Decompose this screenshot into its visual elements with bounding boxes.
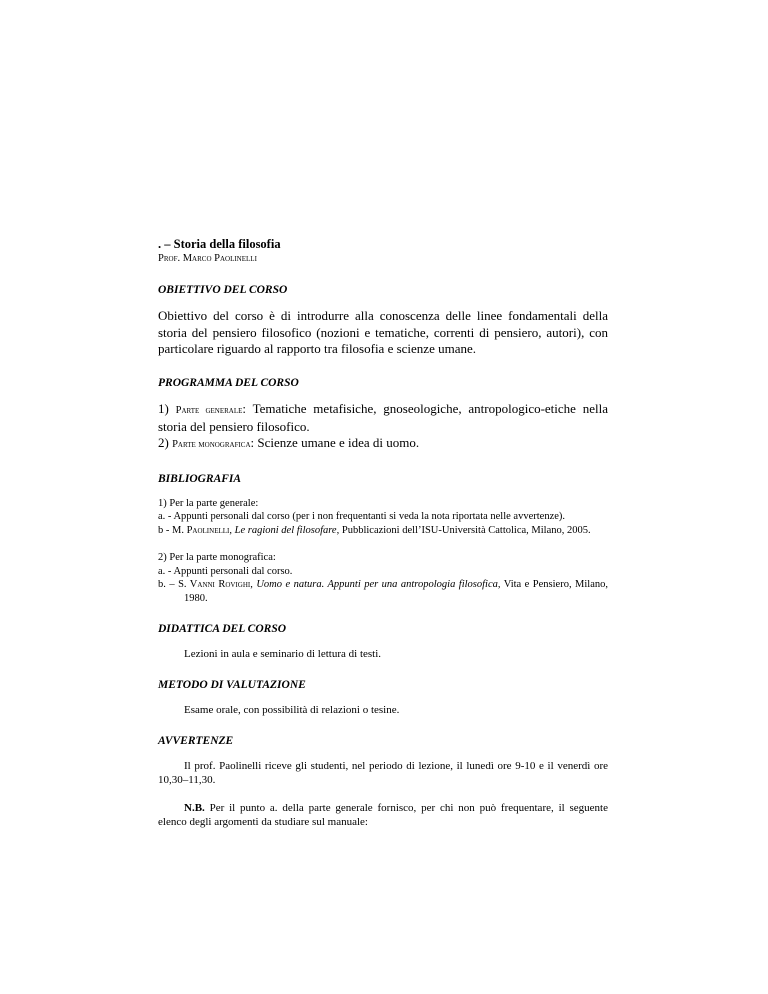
section-heading-programma: PROGRAMMA DEL CORSO bbox=[158, 376, 299, 389]
programma-item bbox=[158, 435, 608, 453]
bib-part1-title: 1) Per la parte generale: bbox=[158, 497, 259, 509]
professor-name: Marco Paolinelli bbox=[182, 253, 257, 264]
course-title: . – Storia della filosofia bbox=[158, 237, 281, 251]
nb-label: N.B. bbox=[184, 802, 205, 814]
bib-publisher: Vita e Pensiero, Milano, 1980. bbox=[184, 579, 608, 604]
bib-part2-a: a. - Appunti personali dal corso. bbox=[158, 565, 293, 577]
bib-prefix: b - bbox=[158, 524, 172, 536]
avvertenze-paragraph-1: Il prof. Paolinelli riceve gli studenti, nel periodo di lezione, il lunedì ore 9-10 e il venerdì ore 10,30–11,30. bbox=[158, 760, 608, 786]
document-page bbox=[158, 236, 608, 829]
section-heading-didattica: DIDATTICA DEL CORSO bbox=[158, 623, 287, 635]
bib-part1-a: a. - Appunti personali dal corso (per i non frequentanti si veda la nota riportata nelle avvertenze). bbox=[158, 511, 566, 522]
item-number: 1) bbox=[158, 400, 176, 416]
obiettivo-text: Obiettivo del corso è di introdurre alla conoscenza delle linee fondamentali della storia del pensiero filosofico (nozioni e tematiche, correnti di pensiero, autori), con particolare riguardo al rapporto tra filosofia e scienze umane. bbox=[158, 308, 608, 356]
bib-author: M. Paolinelli, bbox=[172, 524, 235, 536]
item-label: Parte monografica bbox=[172, 438, 251, 450]
section-heading-bibliografia: BIBLIOGRAFIA bbox=[158, 472, 242, 485]
bib-book-title: Uomo e natura. Appunti per una antropologia filosofica, bbox=[256, 579, 501, 590]
bib-publisher: Pubblicazioni dell’ISU-Università Cattolica, Milano, 2005. bbox=[339, 524, 591, 536]
section-heading-obiettivo: OBIETTIVO DEL CORSO bbox=[158, 284, 288, 296]
item-text: : Tematiche metafisiche, gnoseologiche, antropologico-etiche nella storia del pensiero filosofico. bbox=[158, 400, 608, 434]
bib-part1-b bbox=[158, 524, 608, 538]
bib-author: S. Vanni Rovighi, bbox=[178, 579, 257, 590]
bib-part2-title: 2) Per la parte monografica: bbox=[158, 552, 276, 563]
avvertenze-paragraph-2 bbox=[158, 801, 608, 829]
valutazione-text: Esame orale, con possibilità di relazioni o tesine. bbox=[184, 704, 400, 716]
professor-line bbox=[158, 252, 608, 265]
didattica-text: Lezioni in aula e seminario di lettura di testi. bbox=[184, 648, 382, 660]
bibliografia-list bbox=[158, 497, 608, 606]
professor-prefix: Prof. bbox=[158, 253, 183, 264]
item-number: 2) bbox=[158, 434, 173, 450]
programma-item bbox=[158, 401, 608, 435]
programma-list bbox=[158, 401, 608, 453]
bib-book-title: Le ragioni del filosofare, bbox=[234, 524, 340, 536]
section-heading-avvertenze: AVVERTENZE bbox=[158, 735, 234, 747]
section-heading-valutazione: METODO DI VALUTAZIONE bbox=[158, 679, 306, 691]
bib-part2-b bbox=[158, 578, 608, 605]
item-text: : Scienze umane e idea di uomo. bbox=[250, 434, 420, 450]
nb-text: Per il punto a. della parte generale fornisco, per chi non può frequentare, il seguente elenco degli argomenti da studiare sul manuale: bbox=[158, 802, 608, 828]
bib-prefix: b. – bbox=[158, 579, 179, 590]
item-label: Parte generale bbox=[175, 404, 243, 416]
